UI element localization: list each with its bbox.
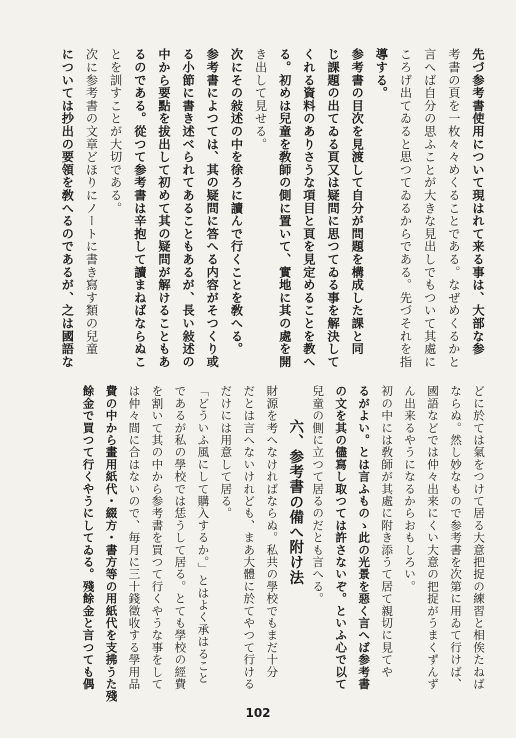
text-column: 導する。 [374,48,389,100]
text-column: 先づ参考書使用について現はれて来る事は、大部な参 [471,48,485,356]
text-column: の文を其の儘寫し取つては許さないぞ。といふ心で以て [334,385,349,690]
text-column: くれる資料のありさうな項目と頁を見定めることを教へ [301,48,316,368]
text-column: を割いて其の中から参考書を買つて行くやうな事をして [150,385,165,690]
text-column: ころげ出てゐると思つてゐるからである。先づそれを指 [398,48,413,368]
text-column: 言へば自分の思ふことが大きな見出しでもついて其處に [422,48,437,368]
text-column: 中から要點を拔出して初めて其の疑問が解けることもあ [156,48,171,368]
text-column: 参考書の目次を見渡して自分が問題を構成した課と同 [350,48,365,356]
text-column: 初の中には敎師が其處に附き添うて居て親切に見てや [380,385,395,678]
text-column: る。初めは兒童を敎師の側に置いて、實地に其の處を開 [277,48,292,368]
text-column: るのである。從つて参考書は辛抱して讀まねばならぬこ [132,48,147,368]
text-column: 参考書によつては、其の疑問に答へる内容がそつくり或 [205,48,220,368]
text-column: は仲々間に合はないので、毎月に三十錢徵收する學用品 [127,385,142,690]
text-column: 餘金で買つて行くやうにしてゐる。殘餘金と言つても偶 [81,385,96,690]
text-column: ん出来るやうになるからおもしろい。 [403,385,418,593]
text-column: き出して見せる。 [253,48,268,151]
section-heading: 六、参考書の備へ附け法 [287,419,305,586]
text-column: とを訓すことが大切である。 [108,48,123,215]
page-number: 102 [245,706,271,720]
text-column: だけには用意して居る。 [219,385,234,520]
text-column: じ課題の出てゐる頁又は疑問に思つてゐる事を解決して [326,48,341,368]
text-column: るがよい。とは言ふものゝ此の光景を惡く言へば参考書 [357,385,372,690]
text-column: だとは言へないけれども、まあ大體に於てやつて行ける [242,385,257,690]
text-column: 考書の頁を一枚々々めくることである。なぜめくるかと [446,48,461,368]
text-column: については抄出の要領を敎へるのであるが、之は國語な [60,48,75,368]
text-column: 次に参考書の文章どほりにノートに書き寫す類の兒童 [84,48,99,356]
text-column: 費の中から畫用紙代・綴方・書方等の用紙代を支拂うた殘 [104,385,119,703]
text-column: であるが私の學校では恁うして居る。とても學校の經費 [173,385,188,690]
text-column: ならぬ。然し妙なもので参考書を次第に用ゐて行けば、 [449,385,464,690]
upper-text-block [55,48,490,368]
text-column: どに於ては氣をつけて居る大意把捉の練習と相俟たねば [472,385,486,690]
lower-text-block [77,385,490,705]
text-column: 財源を考へなければならぬ。私共の學校でもまだ十分 [265,385,280,678]
text-column: る小節に書き述べられてあることもあるが、長い敍述の [181,48,196,368]
text-column: 兒童の側に立つて居るのだとも言へる。 [311,385,326,605]
text-column: 「どういふ風にして購入するか。」とはよく承はること [196,385,211,685]
text-column: 次にその敍述の中を徐ろに讀んで行くことを敎へる。 [229,48,244,356]
text-column: 國語などでは仲々出来にくい大意の把捉がうまくずんず [426,385,441,690]
